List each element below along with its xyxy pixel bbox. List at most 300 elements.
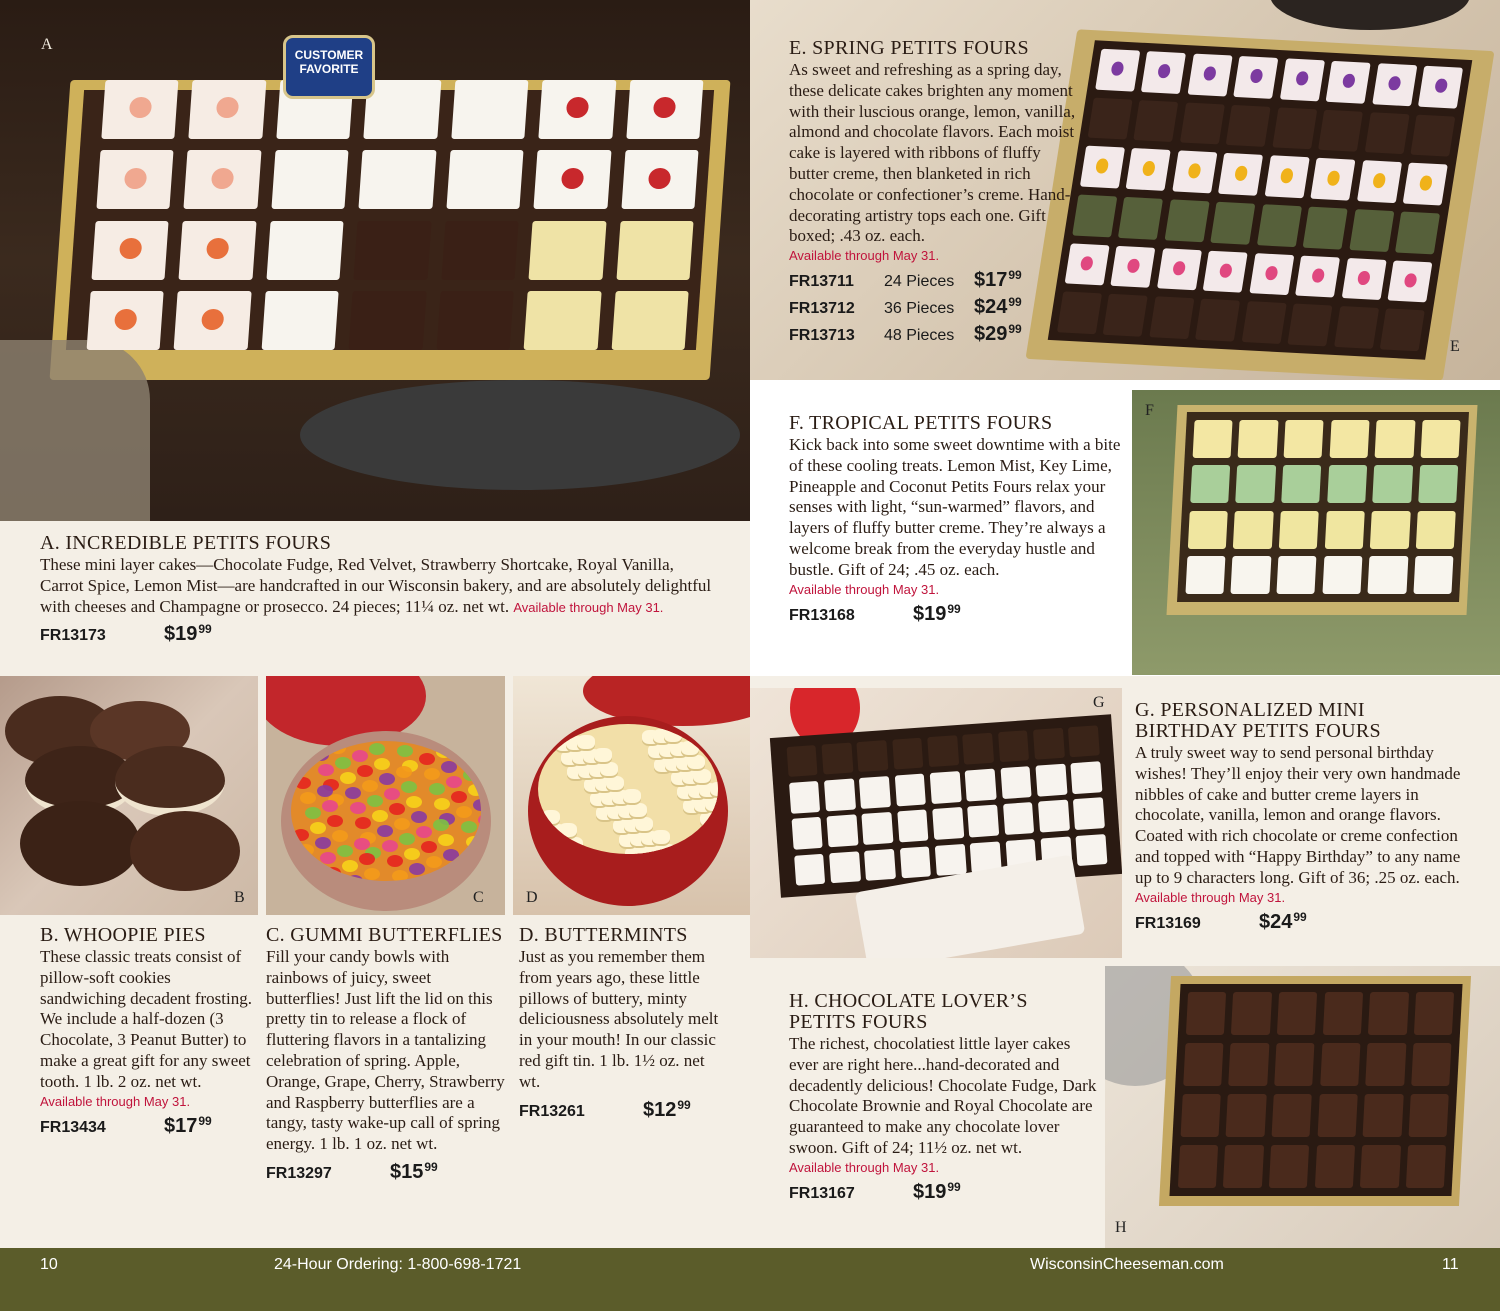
product-a-price-dollars: $19 <box>164 623 198 646</box>
photo-cake-piece <box>441 221 519 280</box>
photo-gummy <box>387 855 403 867</box>
photo-cake-piece <box>1110 245 1155 288</box>
photo-cake-decoration <box>1188 164 1202 179</box>
photo-cake-decoration <box>1357 270 1371 285</box>
photo-cake-piece <box>864 848 896 880</box>
photo-cake-piece <box>1210 202 1255 245</box>
photo-cake-decoration <box>1411 224 1425 239</box>
photo-cake-piece <box>935 844 967 876</box>
photo-cake-piece <box>1334 306 1379 349</box>
photo-cake-piece <box>1324 511 1364 549</box>
photo-letter-f: F <box>1145 402 1154 419</box>
photo-cake-piece <box>184 150 262 209</box>
photo-buttermint <box>687 755 705 769</box>
page-number-right: 11 <box>1442 1256 1459 1273</box>
product-e-option-pieces: 48 Pieces <box>884 327 955 345</box>
product-h-sku-row <box>789 1177 1099 1205</box>
photo-gummy <box>392 870 408 881</box>
photo-cake-piece <box>436 291 514 350</box>
photo-cake-piece <box>1223 1145 1264 1188</box>
photo-cake-decoration <box>1165 309 1179 324</box>
photo-gummy <box>295 777 311 789</box>
photo-gummy <box>429 783 445 795</box>
product-g-sku: FR13169 <box>1135 914 1201 932</box>
photo-gummy <box>453 879 469 881</box>
photo-cake-decoration <box>1126 258 1140 273</box>
product-e-option-price-cents: 99 <box>1008 295 1022 310</box>
photo-cake-decoration <box>1195 115 1209 130</box>
photo-buttermint <box>577 735 595 749</box>
photo-cake-piece <box>1277 992 1318 1035</box>
product-h-block <box>789 991 1099 1205</box>
product-f-sku-row <box>789 599 1124 627</box>
photo-cake-piece <box>1368 992 1409 1035</box>
photo-gummy <box>389 803 405 815</box>
photo-gummy <box>463 769 479 781</box>
photo-cake-piece <box>1187 53 1232 96</box>
product-a-title: A. INCREDIBLE PETITS FOURS <box>40 532 332 554</box>
photo-cake-piece <box>1269 1145 1310 1188</box>
photo-cake-piece <box>1272 1094 1313 1137</box>
photo-gummy <box>470 872 481 881</box>
photo-gummy <box>350 802 366 814</box>
photo-cake-piece <box>1357 160 1402 203</box>
product-d-price <box>643 1095 691 1121</box>
photo-gummy <box>317 785 333 797</box>
photo-letter-h: H <box>1115 1219 1127 1236</box>
photo-gummy <box>379 773 395 785</box>
photo-cake-piece <box>1418 465 1458 503</box>
photo-cake-piece <box>789 781 821 813</box>
photo-cake-piece <box>897 810 929 842</box>
photo-cake-piece <box>354 221 432 280</box>
photo-cake-piece <box>1318 109 1363 152</box>
photo-gummy <box>473 799 481 811</box>
photo-gummy <box>434 798 450 810</box>
photo-cake-piece <box>1295 255 1340 298</box>
photo-gummy <box>320 852 336 864</box>
photo-cake-decoration <box>638 309 661 330</box>
photo-cake-decoration <box>1203 66 1217 81</box>
photo-whoopie-pies <box>0 676 258 915</box>
photo-cake-piece <box>1218 153 1263 196</box>
photo-cake-piece <box>1172 151 1217 194</box>
photo-cake-piece <box>892 737 924 769</box>
product-b-title: B. WHOOPIE PIES <box>40 924 206 946</box>
photo-gummy <box>330 742 346 754</box>
photo-gummy <box>397 745 413 757</box>
photo-gummy <box>424 768 440 780</box>
product-a-block <box>40 533 720 647</box>
product-b-description: These classic treats consist of pillow-soft cookies sandwiching decadent frosting. We include a half-dozen (3 Chocolate, 3 Peanut Butter) to make a great gift for any sweet tooth. 1 lb. 2 oz. net wt. <box>40 947 252 1091</box>
photo-cake-decoration <box>1419 176 1433 191</box>
photo-cake-piece <box>1363 1094 1404 1137</box>
photo-cake-piece <box>1274 1043 1315 1086</box>
product-f-price-cents: 99 <box>947 601 961 616</box>
product-h-price-dollars: $19 <box>913 1180 947 1203</box>
photo-cake-decoration <box>1380 125 1394 140</box>
photo-cake-piece <box>189 80 267 139</box>
photo-letter-e: E <box>1450 338 1460 355</box>
photo-cake-decoration <box>206 238 229 259</box>
product-e-option-pieces: 36 Pieces <box>884 300 955 318</box>
product-e-option-price-cents: 99 <box>1008 268 1022 283</box>
product-a-availability: Available through May 31. <box>513 599 664 615</box>
photo-gummy <box>416 826 432 838</box>
photo-gummy <box>325 867 341 879</box>
photo-cake-decoration <box>128 97 151 118</box>
photo-letter-b: B <box>234 889 245 906</box>
photo-cake-piece <box>261 291 339 350</box>
photo-cake-piece <box>1303 207 1348 250</box>
photo-cake-piece <box>1373 465 1413 503</box>
photo-cake-piece <box>1326 61 1371 104</box>
photo-cake-piece <box>1349 209 1394 252</box>
photo-cake-piece <box>1280 58 1325 101</box>
photo-cake-piece <box>1315 1145 1356 1188</box>
photo-cake-decoration <box>1388 76 1402 91</box>
photo-gummy <box>443 849 459 861</box>
photo-cake-decoration <box>1080 256 1094 271</box>
photo-incredible-petits-fours <box>0 0 750 521</box>
photo-cake-piece <box>1231 992 1272 1035</box>
photo-cake-piece <box>1388 260 1433 303</box>
product-e-option-sku: FR13713 <box>789 327 855 345</box>
photo-gummy <box>396 766 412 778</box>
product-h-price-cents: 99 <box>947 1179 961 1194</box>
photo-cake-decoration <box>643 238 666 259</box>
photo-cake-piece <box>1281 465 1321 503</box>
photo-cake-decoration <box>1095 159 1109 174</box>
photo-cake-piece <box>1178 1145 1219 1188</box>
photo-cake-piece <box>1279 511 1319 549</box>
photo-cake-decoration <box>1180 212 1194 227</box>
photo-gummy <box>471 851 481 863</box>
photo-cake-decoration <box>376 309 399 330</box>
photo-cake-piece <box>829 851 861 883</box>
photo-cake-decoration <box>1319 219 1333 234</box>
photo-cake-decoration <box>289 309 312 330</box>
photo-cake-piece <box>1190 465 1230 503</box>
photo-gummy <box>318 764 334 776</box>
photo-cake-piece <box>1380 309 1425 352</box>
photo-cake-piece <box>271 150 349 209</box>
photo-cake-piece <box>930 771 962 803</box>
photo-gummi-butterflies <box>266 676 505 915</box>
photo-gummy <box>372 810 388 822</box>
product-b-availability: Available through May 31. <box>40 1093 191 1109</box>
photo-gummy <box>438 834 454 846</box>
product-c-title: C. GUMMI BUTTERFLIES <box>266 924 503 946</box>
photo-gummy <box>362 780 378 792</box>
photo-letter-g: G <box>1093 694 1105 711</box>
photo-letter-a: A <box>41 36 53 53</box>
photo-gummy <box>369 743 385 755</box>
photo-cake-piece <box>1187 511 1227 549</box>
photo-gummy <box>354 838 370 850</box>
photo-cake-decoration <box>473 168 496 189</box>
photo-cake-decoration <box>1257 314 1271 329</box>
photo-cake-decoration <box>1426 127 1440 142</box>
photo-cake-piece <box>1241 301 1286 344</box>
photo-gummy <box>399 833 415 845</box>
photo-cake-piece <box>1257 204 1302 247</box>
footer-bar <box>0 1248 1500 1311</box>
photo-cake-piece <box>91 221 169 280</box>
photo-cake-decoration <box>1134 210 1148 225</box>
photo-buttermint <box>606 776 624 790</box>
product-g-price-cents: 99 <box>1293 909 1307 924</box>
product-f-description: Kick back into some sweet downtime with a bite of these cooling treats. Lemon Mist, Key Lime, Pineapple and Coconut Petits Fours relax your senses with light, “sun-warmed” flavors, and layers of fluffy butter creme. They’re always a welcome break from the everyday hustle and bustle. Gift of 24; .45 oz. each. <box>789 435 1121 579</box>
photo-cake-piece <box>1284 420 1324 458</box>
photo-cake-piece <box>786 745 818 777</box>
photo-gummy <box>409 863 425 875</box>
product-g-price-dollars: $24 <box>1259 910 1293 933</box>
photo-cake-piece <box>1203 250 1248 293</box>
photo-cake-piece <box>791 817 823 849</box>
photo-cake-piece <box>1327 465 1367 503</box>
product-a-price <box>164 619 212 645</box>
product-g-title-line-2: BIRTHDAY PETITS FOURS <box>1135 720 1381 742</box>
photo-cake-piece <box>932 807 964 839</box>
photo-gummy <box>374 758 390 770</box>
photo-cake-piece <box>827 815 859 847</box>
product-b-sku-row <box>40 1111 252 1139</box>
product-e-option-price-dollars: $17 <box>974 269 1008 292</box>
photo-cake-piece <box>1366 1043 1407 1086</box>
photo-cake-piece <box>1272 107 1317 150</box>
product-f-title: F. TROPICAL PETITS FOURS <box>789 412 1053 434</box>
photo-cake-piece <box>1157 248 1202 291</box>
photo-cake-decoration <box>1303 317 1317 332</box>
photo-cake-decoration <box>1311 268 1325 283</box>
photo-gummy <box>340 772 356 784</box>
photo-cake-piece <box>1080 146 1125 189</box>
photo-buttermint <box>635 817 653 831</box>
photo-cake-decoration <box>653 97 676 118</box>
photo-cake-piece <box>1095 49 1140 92</box>
photo-cake-decoration <box>1142 161 1156 176</box>
photo-cake-piece <box>1370 511 1410 549</box>
photo-tropical-petits-fours <box>1132 390 1500 675</box>
photo-cake-piece <box>1180 102 1225 145</box>
photo-gummy <box>480 762 481 774</box>
photo-cake-decoration <box>1249 69 1263 84</box>
photo-cake-piece <box>1276 556 1316 594</box>
product-d-block <box>519 925 719 1122</box>
photo-cake-piece <box>1323 992 1364 1035</box>
photo-cake-decoration <box>468 238 491 259</box>
product-g-sku-row <box>1135 907 1470 935</box>
photo-cake-piece <box>529 221 607 280</box>
photo-cake-decoration <box>1157 64 1171 79</box>
photo-cake-decoration <box>1119 307 1133 322</box>
photo-cake-piece <box>968 805 1000 837</box>
photo-cake-piece <box>1411 114 1456 157</box>
photo-cake-decoration <box>201 309 224 330</box>
photo-gummy <box>382 840 398 852</box>
photo-gummy <box>355 817 371 829</box>
photo-cake-piece <box>1195 299 1240 342</box>
product-f-sku: FR13168 <box>789 606 855 624</box>
product-e-option <box>789 265 1079 292</box>
photo-cake-piece <box>1036 764 1068 796</box>
photo-cake-piece <box>1264 155 1309 198</box>
product-d-sku: FR13261 <box>519 1102 585 1120</box>
photo-cake-piece <box>1372 63 1417 106</box>
photo-buttermint <box>664 728 682 742</box>
photo-cake-piece <box>1411 1043 1452 1086</box>
photo-cake-piece <box>1000 766 1032 798</box>
photo-cake-decoration <box>1103 110 1117 125</box>
photo-cake-piece <box>524 291 602 350</box>
photo-cake-piece <box>1164 199 1209 242</box>
product-a-sku-row <box>40 619 720 647</box>
photo-cake-piece <box>451 80 529 139</box>
product-c-block <box>266 925 506 1185</box>
photo-cake-piece <box>1186 992 1227 1035</box>
photo-cake-piece <box>1226 1094 1267 1137</box>
photo-gummy <box>300 792 316 804</box>
photo-gummy <box>411 811 427 823</box>
photo-buttermint <box>623 789 641 803</box>
photo-cake-decoration <box>566 97 589 118</box>
product-b-block <box>40 925 252 1138</box>
photo-buttermint <box>600 762 618 776</box>
photo-gummy <box>367 795 383 807</box>
photo-gummy <box>291 741 307 753</box>
photo-cake-piece <box>794 853 826 885</box>
photo-gummy <box>308 874 324 881</box>
phone-ordering[interactable]: 24-Hour Ordering: 1-800-698-1721 <box>274 1256 522 1273</box>
photo-cake-piece <box>1071 761 1103 793</box>
photo-cake-piece <box>965 769 997 801</box>
website-link[interactable]: WisconsinCheeseman.com <box>1030 1256 1224 1273</box>
photo-cake-decoration <box>1403 273 1417 288</box>
photo-cake-piece <box>1238 420 1278 458</box>
photo-cake-piece <box>1364 112 1409 155</box>
photo-buttermint <box>652 830 670 844</box>
photo-cake-piece <box>1229 1043 1270 1086</box>
photo-buttermint <box>693 769 711 783</box>
photo-cake-decoration <box>556 238 579 259</box>
photo-cake-decoration <box>386 168 409 189</box>
photo-cake-decoration <box>478 97 501 118</box>
photo-cake-piece <box>1183 1043 1224 1086</box>
photo-cake-piece <box>1126 148 1171 191</box>
product-b-sku: FR13434 <box>40 1118 106 1136</box>
photo-cake-decoration <box>1226 215 1240 230</box>
photo-gummy <box>359 853 375 865</box>
photo-cake-decoration <box>1149 113 1163 128</box>
product-g-title-line-1: G. PERSONALIZED MINI <box>1135 699 1365 721</box>
photo-gummy <box>352 750 368 762</box>
photo-cake-decoration <box>463 309 486 330</box>
photo-cake-decoration <box>303 97 326 118</box>
product-b-price <box>164 1111 212 1137</box>
product-e-options <box>789 265 1079 346</box>
photo-cake-piece <box>349 291 427 350</box>
photo-cake-piece <box>824 779 856 811</box>
photo-chocolate-lovers-petits-fours <box>1105 966 1500 1248</box>
product-e-option-price-dollars: $29 <box>974 323 1008 346</box>
product-c-price-dollars: $15 <box>390 1160 424 1183</box>
photo-cake-decoration <box>1334 122 1348 137</box>
photo-cake-decoration <box>211 168 234 189</box>
photo-cake-piece <box>1133 100 1178 143</box>
product-g-description: A truly sweet way to send personal birthday wishes! They’ll enjoy their very own handmade nibbles of cake and butter creme layers in chocolate, vanilla, lemon and orange flavors. Coated with rich chocolate or creme confection and topped with “Happy Birthday” to any name up to 9 characters long. Gift of 36; .25 oz. each. <box>1135 743 1461 887</box>
photo-buttermint <box>710 782 718 796</box>
photo-cake-piece <box>1038 800 1070 832</box>
photo-cake-piece <box>1141 51 1186 94</box>
photo-cake-piece <box>1406 1145 1447 1188</box>
photo-cake-piece <box>1233 56 1278 99</box>
product-e-option-price-dollars: $24 <box>974 296 1008 319</box>
photo-gummy <box>448 864 464 876</box>
photo-cake-piece <box>1231 556 1271 594</box>
photo-buttermint <box>559 823 577 837</box>
photo-cake-piece <box>1087 97 1132 140</box>
product-e-option-price <box>974 265 1022 290</box>
product-a-description <box>40 555 720 617</box>
photo-gummy <box>406 796 422 808</box>
photo-cake-piece <box>538 80 616 139</box>
product-h-price <box>913 1177 961 1203</box>
photo-gummy <box>310 822 326 834</box>
photo-cake-decoration <box>216 97 239 118</box>
photo-gummy <box>327 815 343 827</box>
photo-gummy <box>458 754 474 766</box>
photo-gummy <box>475 747 481 759</box>
photo-letter-c: C <box>473 889 484 906</box>
photo-cake-decoration <box>1365 222 1379 237</box>
product-e-option <box>789 292 1079 319</box>
photo-buttermint <box>565 837 583 851</box>
customer-favorite-badge <box>283 35 375 99</box>
photo-cake-decoration <box>1434 79 1448 94</box>
product-e-option-price <box>974 292 1022 317</box>
photo-cake-decoration <box>1396 322 1410 337</box>
photo-cake-piece <box>266 221 344 280</box>
photo-cake-decoration <box>1295 71 1309 86</box>
photo-cake-piece <box>1149 296 1194 339</box>
product-a-description-text: These mini layer cakes—Chocolate Fudge, Red Velvet, Strawberry Shortcake, Royal Vanilla, Carrot Spice, Lemon Mist—are handcrafted in our Wisconsin bakery, and are absolutely delightful with cheeses and Champagne or prosecco. 24 pieces; 11¼ oz. net wt. <box>40 555 712 616</box>
photo-buttermint <box>571 851 589 854</box>
photo-gummy <box>401 781 417 793</box>
photo-cake-decoration <box>1288 120 1302 135</box>
product-e-option-sku: FR13711 <box>789 273 854 291</box>
photo-cake-decoration <box>298 168 321 189</box>
photo-cake-piece <box>1185 556 1225 594</box>
product-c-sku-row <box>266 1157 506 1185</box>
photo-cake-piece <box>1322 556 1362 594</box>
photo-gummy <box>313 749 329 761</box>
photo-cake-decoration <box>1350 319 1364 334</box>
photo-cake-piece <box>1403 163 1448 206</box>
photo-gummy <box>461 821 477 833</box>
photo-gummy <box>466 836 481 848</box>
photo-gummy <box>404 848 420 860</box>
photo-cake-decoration <box>1242 117 1256 132</box>
photo-cake-piece <box>179 221 257 280</box>
photo-cake-piece <box>616 221 694 280</box>
product-e-description: As sweet and refreshing as a spring day, these delicate cakes brighten any moment with their luscious orange, lemon, vanilla, almond and chocolate flavors. Each moist cake is layered with ribbons of fluffy butter creme, then blanketed in rich chocolate or confectioner’s creme. Hand-decorating artistry tops each one. Gift boxed; .43 oz. each. <box>789 60 1076 246</box>
photo-cake-piece <box>1409 1094 1450 1137</box>
photo-gummy <box>315 837 331 849</box>
photo-cake-decoration <box>1342 74 1356 89</box>
photo-cake-piece <box>822 742 854 774</box>
product-e-option-sku: FR13712 <box>789 300 855 318</box>
